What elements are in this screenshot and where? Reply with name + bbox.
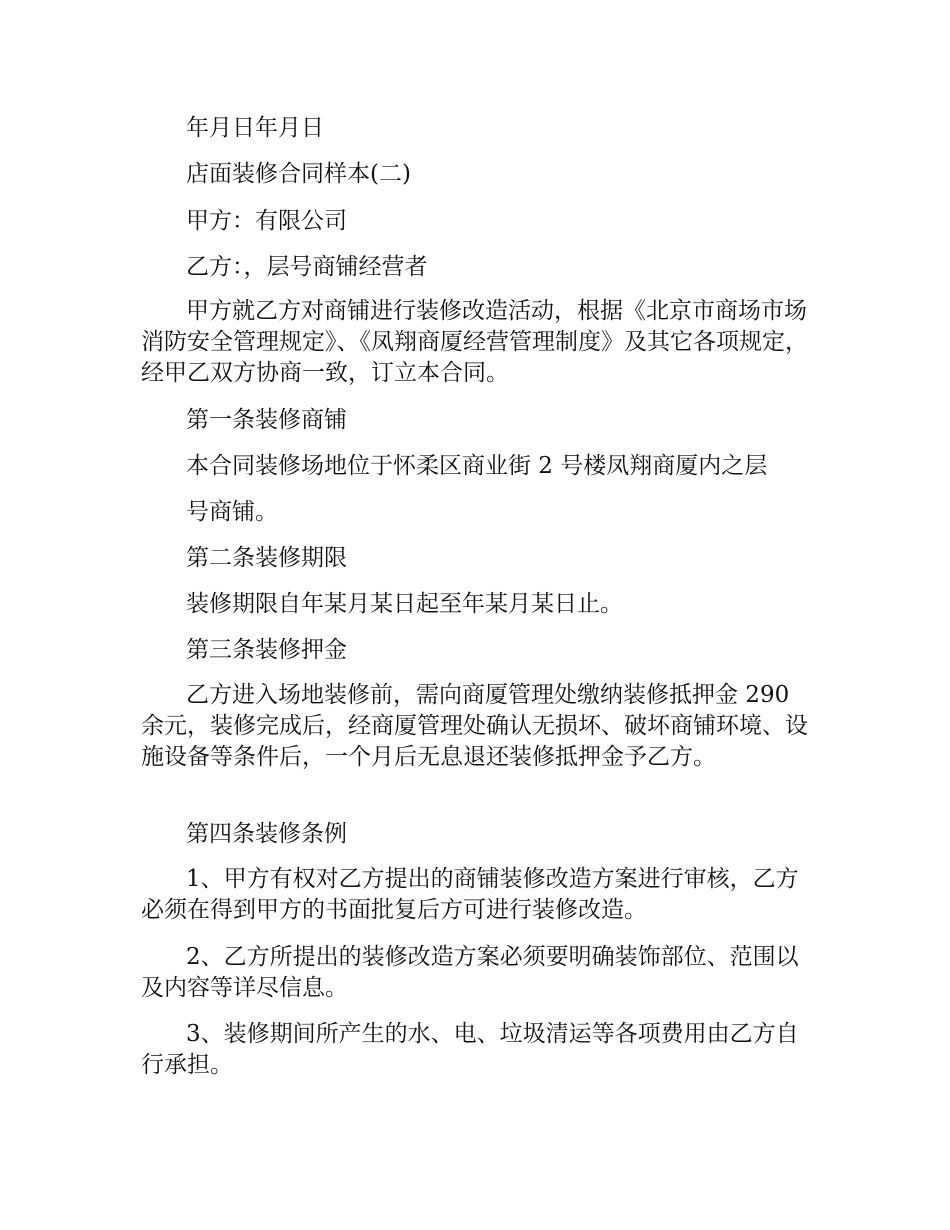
article-1-heading: 第一条装修商铺 [186,407,347,433]
party-b-line: 乙方：，层号商铺经营者 [186,254,428,280]
article-2-text: 装修期限自年某月某日起至年某月某日止。 [186,591,623,617]
article-3-paragraph: 乙方进入场地装修前，需向商厦管理处缴纳装修抵押金 290 余元，装修完成后，经商厦管理处确认无损坏、破坏商铺环境、设施设备等条件后，一个月后无息退还装修抵押金予乙方。 [141,682,808,770]
article-4-heading: 第四条装修条例 [186,821,347,847]
date-line: 年月日年月日 [186,115,324,141]
preamble-paragraph: 甲方就乙方对商铺进行装修改造活动，根据《北京市商场市场消防安全管理规定》、《凤翔商厦经营管理制度》及其它各项规定，经甲乙双方协商一致，订立本合同。 [141,298,808,386]
article-1-text: 本合同装修场地位于怀柔区商业街 2 号楼凤翔商厦内之层 [186,453,768,479]
article-4-item-1: 1、甲方有权对乙方提出的商铺装修改造方案进行审核，乙方必须在得到甲方的书面批复后方可进行装修改造。 [141,866,799,923]
article-3-heading: 第三条装修押金 [186,637,347,663]
article-2-heading: 第二条装修期限 [186,545,347,571]
contract-title: 店面装修合同样本(二) [186,161,411,187]
article-4-item-2: 2、乙方所提出的装修改造方案必须要明确装饰部位、范围以及内容等详尽信息。 [141,944,799,1001]
party-a-line: 甲方：有限公司 [186,208,347,234]
article-4-item-3: 3、装修期间所产生的水、电、垃圾清运等各项费用由乙方自行承担。 [141,1021,799,1078]
article-1-text-continued: 号商铺。 [186,499,278,525]
